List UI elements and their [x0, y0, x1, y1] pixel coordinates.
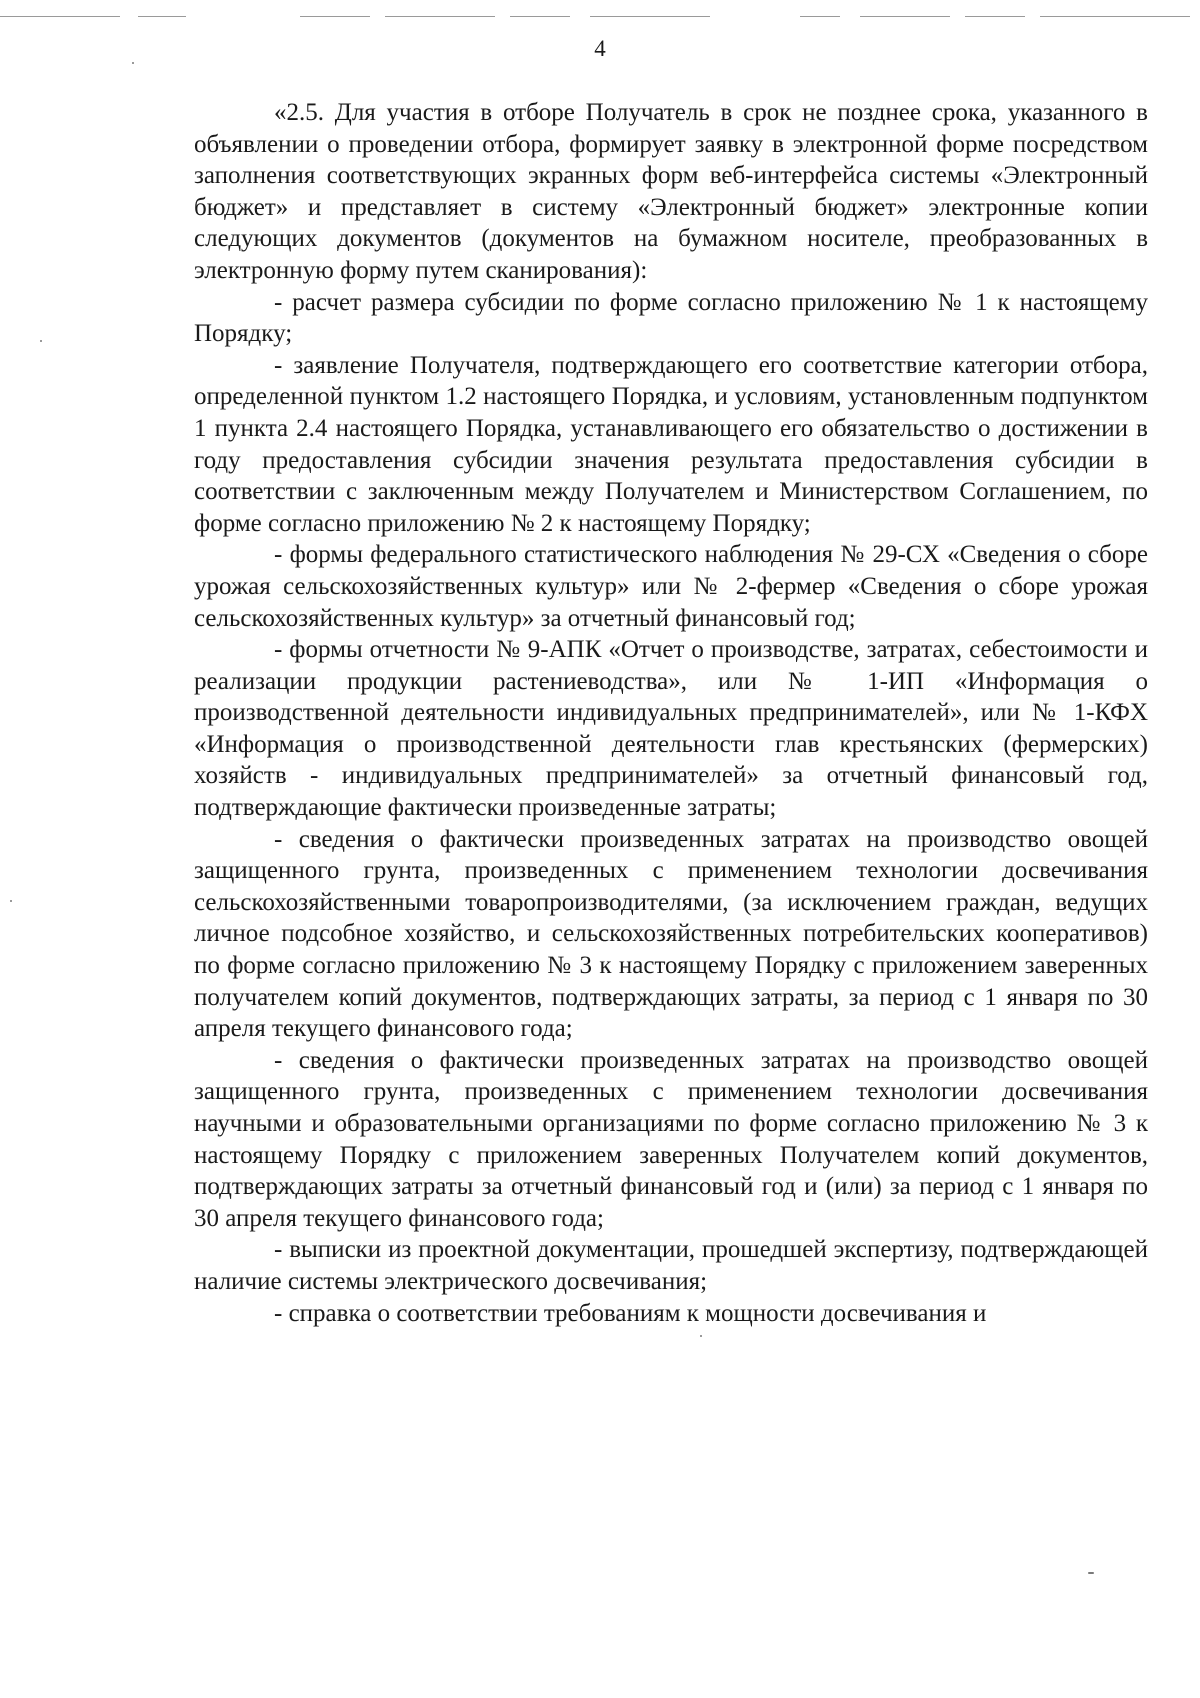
document-body	[194, 97, 1148, 1329]
list-item-project-doc-extracts: - выписки из проектной документации, прошедшей экспертизу, подтверждающей наличие системы электрического досвечивания;	[194, 1236, 1148, 1295]
scan-speck	[132, 62, 134, 64]
scan-speck	[700, 1335, 702, 1337]
list-item-producer-cost-info: - сведения о фактически произведенных затратах на производство овощей защищенного грунта, произведенных с применением технологии досвечивания сельскохозяйственными товаропроизводителями, (за исключением граждан, ведущих личное подсобное хозяйство, и сельскохозяйственных потребительских кооперативов) по форме согласно приложению № 3 к настоящему Порядку с приложением заверенных получателем копий документов, подтверждающих затраты, за период с 1 января по 30 апреля текущего финансового года;	[194, 825, 1148, 1043]
list-item-reporting-forms: - формы отчетности № 9-АПК «Отчет о производстве, затратах, себестоимости и реализации продукции растениеводства», или № 1-ИП «Информация о производственной деятельности индивидуальных предпринимателей», или № 1-КФХ «Информация о производственной деятельности глав крестьянских (фермерских) хозяйств - индивидуальных предпринимателей» за отчетный финансовый год, подтверждающие фактически произведенные затраты;	[194, 636, 1148, 822]
scan-edge-artifact	[0, 14, 1200, 20]
page-number: 4	[594, 36, 606, 61]
list-item-research-org-cost-info: - сведения о фактически произведенных затратах на производство овощей защищенного грунта, произведенных с применением технологии досвечивания научными и образовательными организациями по форме согласно приложению № 3 к настоящему Порядку с приложением заверенных Получателем копий документов, подтверждающих затраты за отчетный финансовый год и (или) за период с 1 января по 30 апреля текущего финансового года;	[194, 1046, 1148, 1232]
list-item-recipient-application: - заявление Получателя, подтверждающего его соответствие категории отбора, определенной пунктом 1.2 настоящего Порядка, и условиям, установленным подпунктом 1 пункта 2.4 настоящего Порядка, устанавливающего его обязательство о достижении в году предоставления субсидии значения результата предоставления субсидии в соответствии с заключенным между Получателем и Министерством Соглашением, по форме согласно приложению № 2 к настоящему Порядку;	[194, 351, 1148, 537]
paragraph-2-5-intro: «2.5. Для участия в отборе Получатель в срок не позднее срока, указанного в объявлении о проведении отбора, формирует заявку в электронной форме посредством заполнения соответствующих экранных форм веб-интерфейса системы «Электронный бюджет» и представляет в систему «Электронный бюджет» электронные копии следующих документов (документов на бумажном носителе, преобразованных в электронную форму путем сканирования):	[194, 99, 1148, 284]
list-item-power-compliance-certificate: - справка о соответствии требованиям к мощности досвечивания и	[274, 1299, 987, 1327]
list-item-statistical-forms: - формы федерального статистического наблюдения № 29-СХ «Сведения о сборе урожая сельскохозяйственных культур» или № 2-фермер «Сведения о сборе урожая сельскохозяйственных культур» за отчетный финансовый год;	[194, 541, 1148, 632]
scan-speck	[1088, 1572, 1094, 1574]
scan-speck	[10, 900, 12, 902]
scan-speck	[40, 340, 42, 342]
list-item-subsidy-calculation: - расчет размера субсидии по форме согласно приложению № 1 к настоящему Порядку;	[194, 288, 1148, 348]
